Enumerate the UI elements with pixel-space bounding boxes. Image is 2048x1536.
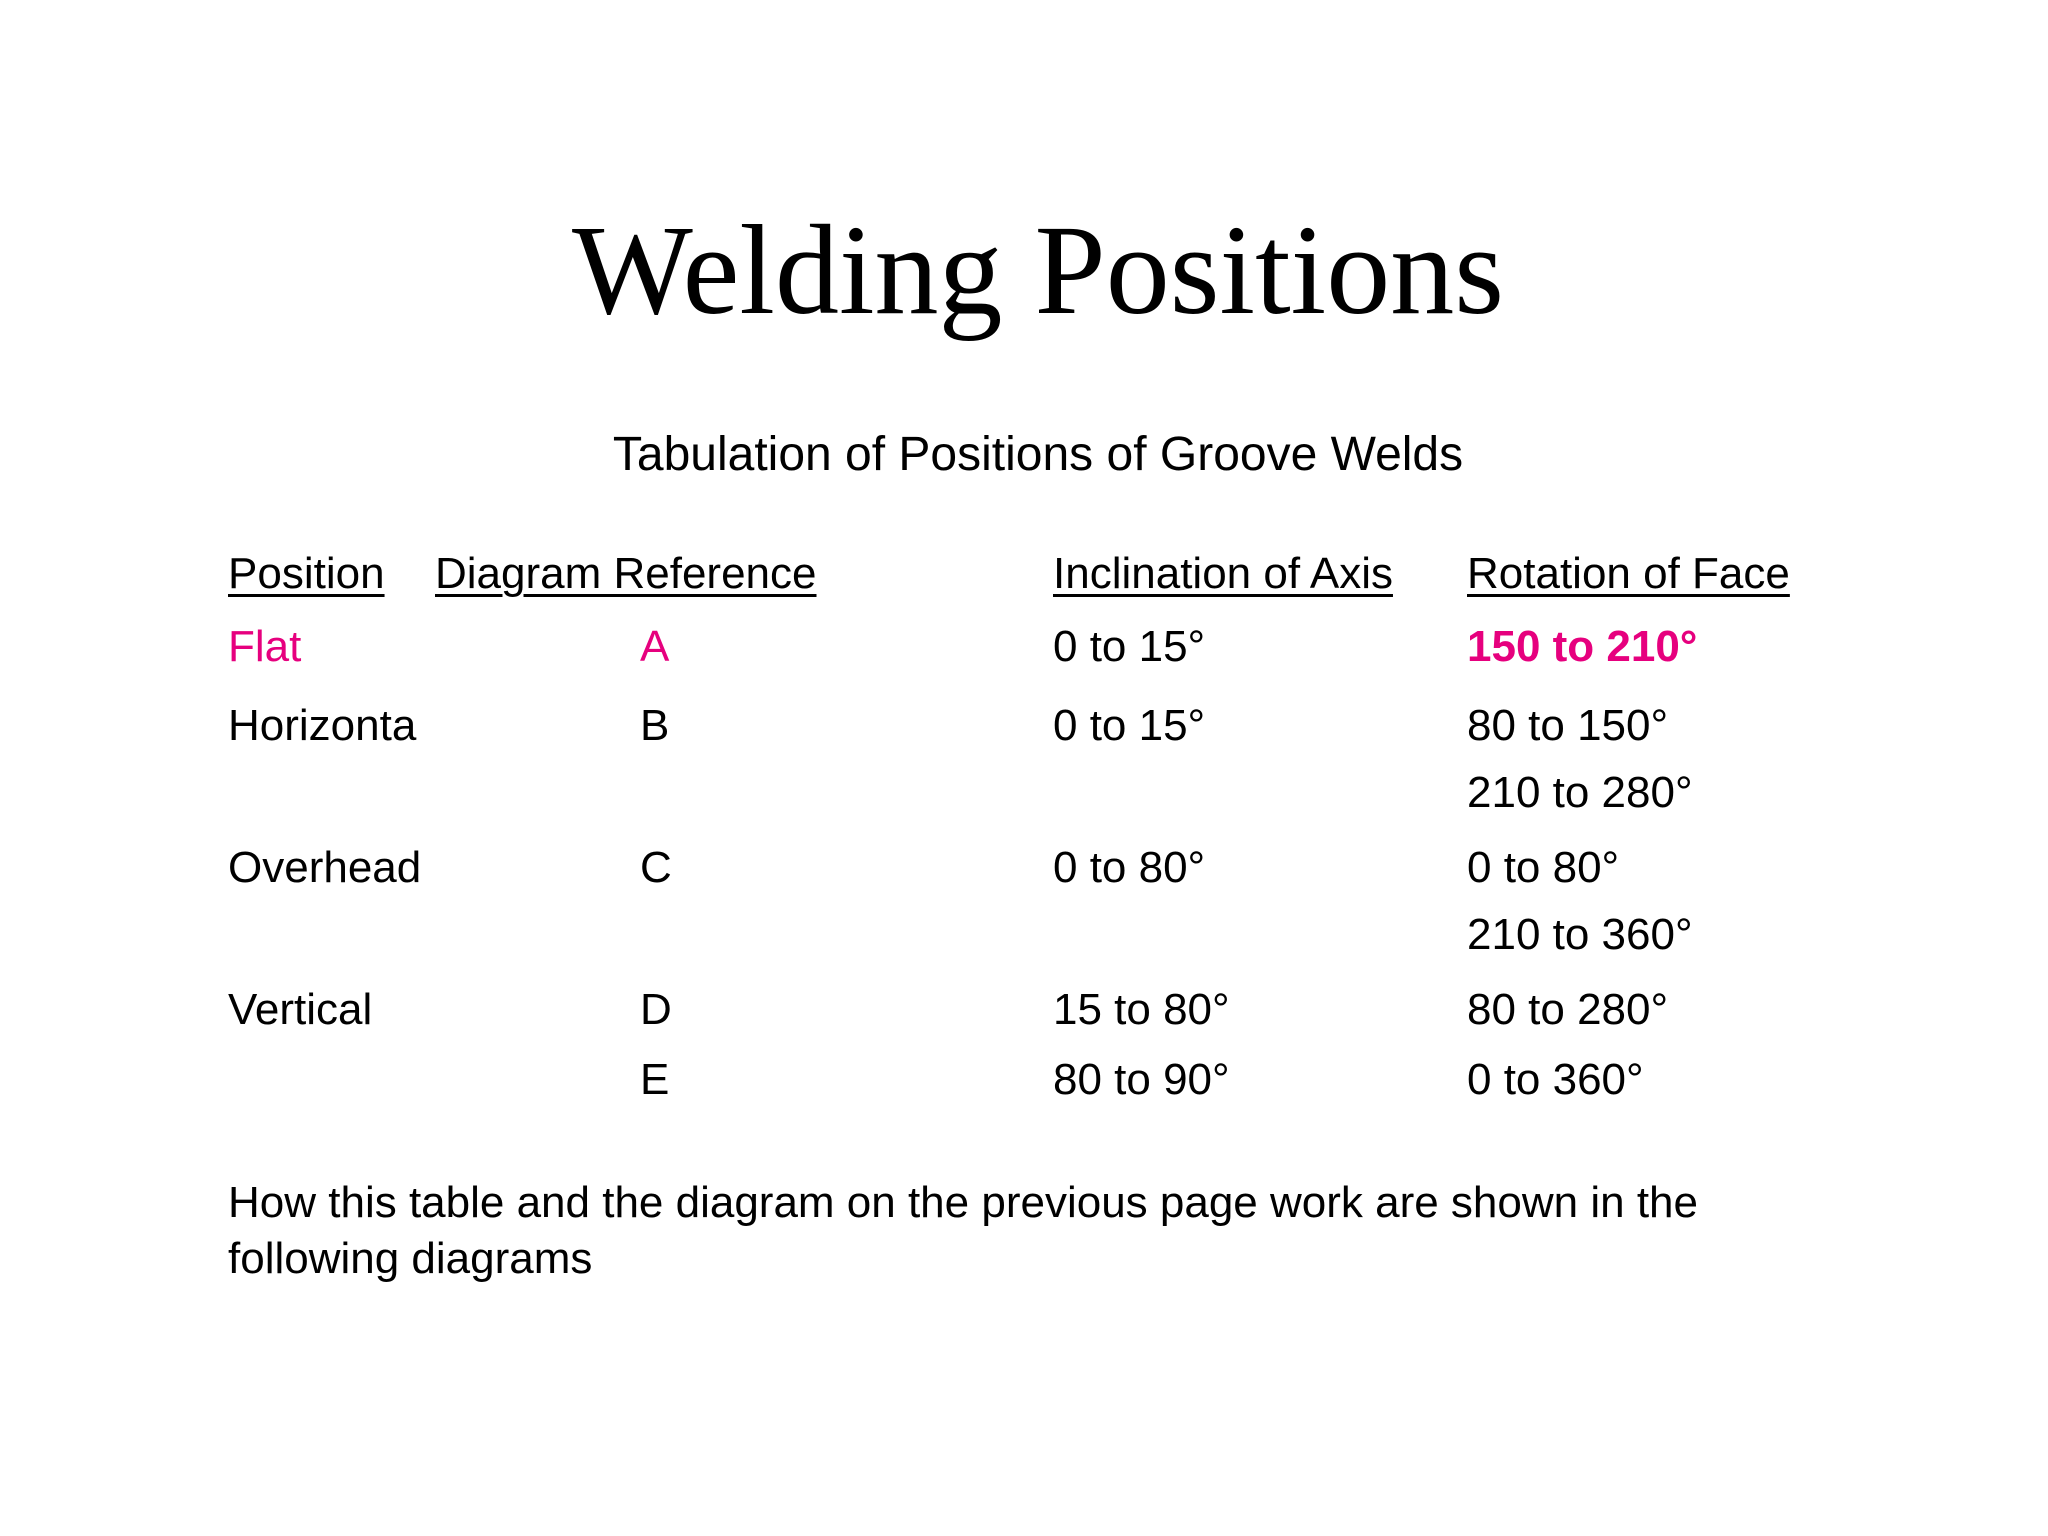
row-flat-diagram-reference: A — [640, 622, 670, 671]
header-rotation-of-face: Rotation of Face — [1467, 549, 1790, 598]
row-vertical-e-rotation: 0 to 360° — [1467, 1055, 1644, 1104]
row-flat-position: Flat — [228, 622, 302, 671]
row-flat-rotation: 150 to 210° — [1467, 622, 1698, 671]
slide-title: Welding Positions — [572, 199, 1504, 341]
header-diagram-reference: Diagram Reference — [435, 549, 817, 598]
row-vertical-diagram-reference: D — [640, 985, 672, 1034]
header-position: Position — [228, 549, 385, 598]
row-overhead-inclination: 0 to 80° — [1053, 843, 1206, 892]
row-overhead-rotation: 0 to 80° — [1467, 843, 1620, 892]
row-horizontal-rotation-2: 210 to 280° — [1467, 768, 1693, 817]
row-vertical-position: Vertical — [228, 985, 373, 1034]
row-horizontal-diagram-reference: B — [640, 701, 670, 750]
footnote-text: How this table and the diagram on the previous page work are shown in the following diagrams — [228, 1178, 1698, 1283]
row-horizontal-inclination: 0 to 15° — [1053, 701, 1206, 750]
table-subtitle: Tabulation of Positions of Groove Welds — [612, 428, 1464, 481]
row-vertical-e-diagram-reference: E — [640, 1055, 670, 1104]
row-overhead-position: Overhead — [228, 843, 422, 892]
row-vertical-rotation: 80 to 280° — [1467, 985, 1669, 1034]
row-horizontal-rotation: 80 to 150° — [1467, 701, 1669, 750]
header-inclination-of-axis: Inclination of Axis — [1053, 549, 1393, 598]
row-horizontal-position: Horizonta — [228, 701, 417, 750]
row-flat-inclination: 0 to 15° — [1053, 622, 1206, 671]
row-overhead-diagram-reference: C — [640, 843, 672, 892]
row-vertical-inclination: 15 to 80° — [1053, 985, 1230, 1034]
row-vertical-e-inclination: 80 to 90° — [1053, 1055, 1230, 1104]
row-overhead-rotation-2: 210 to 360° — [1467, 910, 1693, 959]
